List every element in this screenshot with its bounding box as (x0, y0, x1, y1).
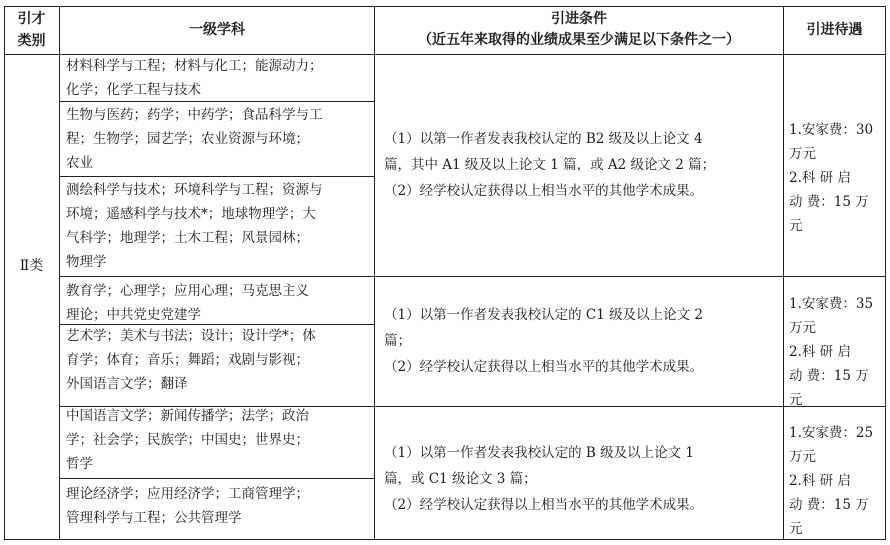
header-discipline: 一级学科 (189, 22, 245, 38)
conditions-cell: （1）以第一作者发表我校认定的 B2 级及以上论文 4 篇，其中 A1 级及以上论文 1 篇，或 A2 级论文 2 篇； （2）经学校认定获得以上相当水平的其他学术成果。 (384, 131, 716, 199)
header-conditions-title: 引进条件 (551, 11, 607, 27)
category-label: Ⅱ类 (19, 258, 44, 274)
talent-table (4, 6, 886, 540)
column-divider (59, 6, 60, 540)
column-divider (374, 6, 375, 540)
treatment-cell: 1.安家费：35 万元 2.科 研 启 动 费：15 万 元 (789, 296, 874, 408)
header-conditions (375, 7, 783, 52)
column-divider (783, 6, 784, 540)
group-divider (60, 276, 886, 277)
table-border-right (885, 6, 886, 540)
treatment-cell: 1.安家费：25 万元 2.科 研 启 动 费：15 万 元 (789, 425, 874, 537)
discipline-cell: 测绘科学与技术；环境科学与工程；资源与 环境；遥感科学与技术*；地球物理学；大 气科学；地理学；土木工程；风景园林； 物理学 (66, 182, 323, 270)
conditions-cell: （1）以第一作者发表我校认定的 B 级及以上论文 1 篇，或 C1 级论文 3 篇； （2）经学校认定获得以上相当水平的其他学术成果。 (384, 445, 704, 513)
header-category (4, 7, 59, 54)
discipline-cell: 材料科学与工程；材料与化工；能源动力； 化学；化学工程与技术 (66, 58, 323, 98)
header-conditions-subtitle: （近五年来取得的业绩成果至少满足以下条件之一） (418, 32, 740, 48)
table-border-bottom (4, 539, 886, 540)
sub-row-divider (60, 478, 374, 479)
discipline-cell: 生物与医药；药学；中药学；食品科学与工 程；生物学；园艺学；农业资源与环境； 农业 (66, 107, 323, 171)
discipline-cell: 艺术学；美术与书法；设计；设计学*；体 育学；体育；音乐；舞蹈；戏剧与影视； 外国语言文学；翻译 (66, 328, 316, 392)
header-treatment: 引进待遇 (806, 22, 863, 38)
sub-row-divider (60, 176, 374, 177)
conditions-cell: （1）以第一作者发表我校认定的 C1 级及以上论文 2 篇； （2）经学校认定获得以上相当水平的其他学术成果。 (384, 307, 704, 375)
discipline-cell: 教育学；心理学；应用心理；马克思主义 理论；中共党史党建学 (66, 283, 309, 323)
treatment-cell: 1.安家费：30 万元 2.科 研 启 动 费：15 万 元 (789, 122, 874, 234)
header-category-line1: 引才 (17, 11, 46, 27)
discipline-cell: 中国语言文学；新闻传播学；法学；政治 学；社会学；民族学；中国史；世界史； 哲学 (66, 408, 309, 472)
header-category-line2: 类别 (17, 33, 46, 49)
discipline-cell: 理论经济学；应用经济学；工商管理学； 管理科学与工程；公共管理学 (66, 486, 309, 526)
